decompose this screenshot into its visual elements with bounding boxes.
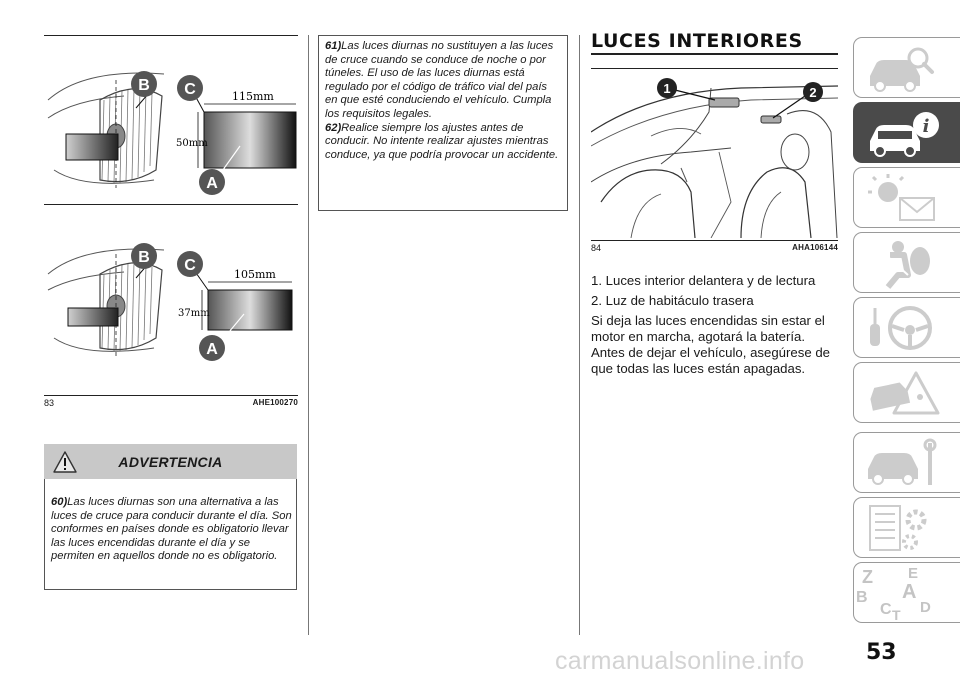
section-body: [591, 273, 841, 381]
warning-triangle-icon: [52, 450, 78, 474]
warning-light-message-icon: [864, 170, 944, 226]
index-letter: E: [908, 565, 919, 582]
note-text: Las luces diurnas son una alternativa a las luces de cruce para conducir durante el día. Son conformes en países donde es obligatorio llevar las luces encendidas durante el día y se permiten en aquellos donde no es obligatorio.: [51, 496, 292, 563]
section-title: LUCES INTERIORES: [591, 30, 803, 52]
car-info-icon: [864, 105, 944, 161]
callout-c-top: C: [184, 81, 196, 98]
key-steering-wheel-icon: [864, 300, 944, 356]
tab-alphabetical-index[interactable]: [853, 562, 960, 623]
dim-height-37: 37mm: [178, 308, 210, 319]
callout-2: 2: [809, 85, 817, 100]
tab-safety[interactable]: [853, 232, 960, 293]
airbag-seatbelt-icon: [864, 235, 944, 291]
warning-note-62: [319, 122, 567, 163]
watermark: carmanualsonline.info: [555, 647, 805, 675]
figure-83-bottom-diagram: [44, 234, 300, 364]
alphabetical-index-icon: [854, 563, 960, 622]
index-letter: T: [892, 607, 901, 623]
list-item: 1. Luces interior delantera y de lectura: [591, 273, 816, 288]
warning-title: ADVERTENCIA: [118, 453, 223, 470]
svg-text:i: i: [922, 116, 930, 137]
figure-84-interior-diagram: [591, 72, 838, 238]
index-letter: D: [920, 599, 931, 616]
car-maintenance-icon: [864, 435, 944, 491]
note-number: 62): [325, 121, 342, 134]
column-divider: [579, 35, 580, 635]
callout-a-top: A: [206, 175, 218, 192]
tab-emergency[interactable]: [853, 362, 960, 423]
figure-divider: [44, 204, 298, 205]
figure-code: AHA106144: [792, 243, 838, 252]
list-item: 2. Luz de habitáculo trasera: [591, 293, 754, 308]
figure-number: 84: [591, 243, 602, 253]
tab-warning-lights[interactable]: [853, 167, 960, 228]
figure-bottom-rule: [591, 240, 838, 241]
note-number: 61): [325, 40, 342, 52]
car-search-icon: [864, 40, 944, 96]
specifications-icon: [864, 500, 944, 556]
tab-technical-data[interactable]: [853, 497, 960, 558]
car-emergency-icon: [864, 365, 944, 421]
figure-83-top-diagram: [44, 60, 300, 196]
index-letter: C: [880, 601, 892, 618]
callout-c-bottom: C: [184, 257, 196, 274]
callout-b-bottom: B: [138, 249, 150, 266]
note-text: Realice siempre los ajustes antes de conducir. No intente realizar ajustes mientras conduce, ya que podría provocar un accidente.: [325, 121, 559, 161]
note-text: Las luces diurnas no sustituyen a las luces de cruce cuando se conduce de noche o por túneles. El uso de las luces diurnas está regulado por el código de tráfico vial del país en que esté conduciendo el vehículo. Cumpla los requisitos legales.: [325, 40, 554, 120]
warning-box-left: [44, 479, 297, 590]
title-underline: [591, 53, 838, 55]
dim-height-50: 50mm: [176, 138, 208, 149]
callout-b-top: B: [138, 77, 150, 94]
caption-rule: [44, 395, 298, 396]
callout-a-bottom: A: [206, 341, 218, 358]
dim-width-115: 115mm: [232, 90, 274, 103]
tab-starting-driving[interactable]: [853, 297, 960, 358]
top-rule: [44, 35, 298, 36]
body-paragraph: Si deja las luces encendidas sin estar el motor en marcha, agotará la batería. Antes de dejar el vehículo, asegúrese de que todas las luces están apagadas.: [591, 313, 830, 376]
figure-number: 83: [44, 398, 55, 408]
figure-84-caption: [591, 243, 838, 255]
figure-code: AHE100270: [252, 398, 298, 407]
tab-maintenance[interactable]: [853, 432, 960, 493]
tab-vehicle-overview[interactable]: [853, 37, 960, 98]
warning-note-60: [45, 479, 296, 564]
index-letter: A: [902, 581, 917, 603]
page-number: 53: [866, 640, 897, 665]
column-divider: [308, 35, 309, 635]
warning-header: [44, 444, 297, 479]
warning-note-61: [319, 36, 567, 122]
callout-1: 1: [663, 81, 671, 96]
tab-vehicle-info[interactable]: [853, 102, 960, 163]
dim-width-105: 105mm: [234, 268, 276, 281]
warning-box-right: [318, 35, 568, 211]
figure-top-rule: [591, 68, 838, 69]
figure-83-caption: [44, 398, 298, 410]
index-letter: Z: [862, 567, 873, 587]
index-letter: B: [856, 589, 868, 606]
note-number: 60): [51, 496, 68, 508]
